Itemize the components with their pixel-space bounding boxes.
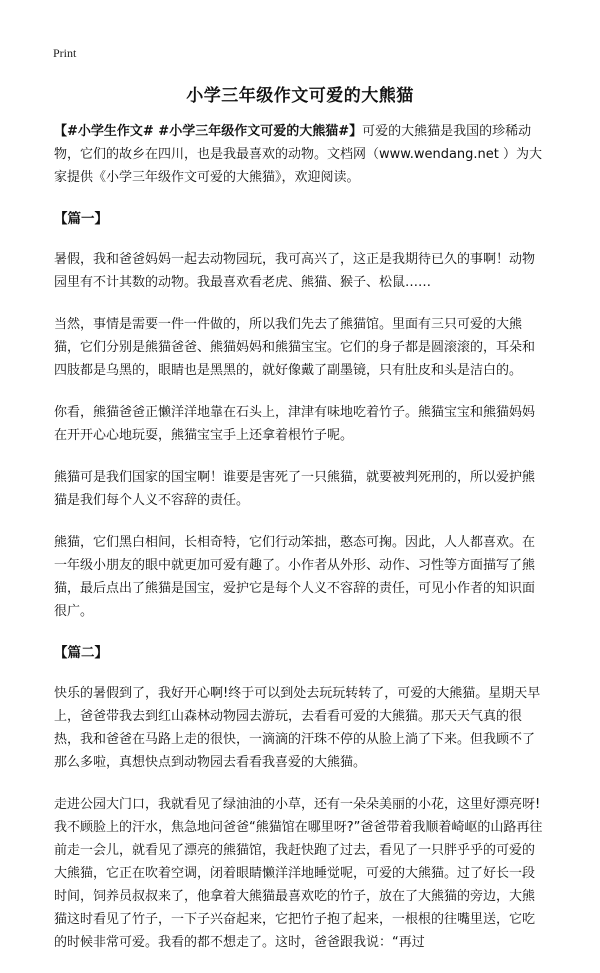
intro-tags: 【#小学生作文# #小学三年级作文可爱的大熊猫#】 — [54, 124, 363, 139]
section1-paragraph: 熊猫，它们黑白相间，长相奇特，它们行动笨拙，憨态可掬。因此，人人都喜欢。在一年级小朋友的眼中就更加可爱有趣了。小作者从外形、动作、习性等方面描写了熊猫，最后点出了熊猫是国宝，爱护它是每个人义不容辞的责任，可见小作者的知识面很广。 — [54, 535, 536, 619]
intro-text: 可爱的大熊猫是我国的珍稀动物，它们的故乡在四川，也是我最喜欢的动物。文档网（www.wendang.net ）为大家提供《小学三年级作文可爱的大熊猫》，欢迎阅读。 — [54, 124, 543, 185]
intro-paragraph — [54, 120, 544, 189]
section-heading-2: 【篇二】 — [54, 645, 108, 661]
section1-paragraph: 熊猫可是我们国家的国宝啊！谁要是害死了一只熊猫，就要被判死刑的，所以爱护熊猫是我们每个人义不容辞的责任。 — [54, 470, 536, 508]
section-heading-1: 【篇一】 — [54, 211, 108, 227]
section1-paragraph: 暑假，我和爸爸妈妈一起去动物园玩，我可高兴了，这正是我期待已久的事啊！动物园里有不计其数的动物。我最喜欢看老虎、熊猫、猴子、松鼠…… — [54, 252, 536, 290]
print-label: Print — [53, 46, 77, 60]
article-body — [54, 120, 544, 973]
section1-paragraph: 当然，事情是需要一件一件做的，所以我们先去了熊猫馆。里面有三只可爱的大熊猫，它们分别是熊猫爸爸、熊猫妈妈和熊猫宝宝。它们的身子都是圆滚滚的，耳朵和四肢都是乌黑的，眼睛也是黑黑的，就好像戴了副墨镜，只有肚皮和头是洁白的。 — [54, 317, 536, 378]
page-title: 小学三年级作文可爱的大熊猫 — [186, 86, 414, 106]
section2-paragraph: 快乐的暑假到了，我好开心啊!终于可以到处去玩玩转转了，可爱的大熊猫。星期天早上，爸爸带我去到红山森林动物园去游玩，去看看可爱的大熊猫。那天天气真的很热，我和爸爸在马路上走的很快，一滴滴的汗珠不停的从脸上淌了下来。但我顾不了那么多啦，真想快点到动物园去看看我喜爱的大熊猫。 — [54, 686, 541, 770]
section1-paragraph: 你看，熊猫爸爸正懒洋洋地靠在石头上，津津有味地吃着竹子。熊猫宝宝和熊猫妈妈在开开心心地玩耍，熊猫宝宝手上还拿着根竹子呢。 — [54, 405, 536, 443]
section2-paragraph: 走进公园大门口，我就看见了绿油油的小草，还有一朵朵美丽的小花，这里好漂亮呀!我不顾脸上的汗水，焦急地问爸爸“熊猫馆在哪里呀?”爸爸带着我顺着崎岖的山路再往前走一会儿，就看见了漂亮的熊猫馆，我赶快跑了过去，看见了一只胖乎乎的可爱的大熊猫，它正在吹着空调，闭着眼睛懒洋洋地睡觉呢，可爱的大熊猫。过了好长一段时间，饲养员叔叔来了，他拿着大熊猫最喜欢吃的竹子，放在了大熊猫的旁边，大熊猫这时看见了竹子，一下子兴奋起来，它把竹子抱了起来，一根根的往嘴里送，它吃的时候非常可爱。我看的都不想走了。这时，爸爸跟我说：“再过 — [54, 797, 543, 950]
